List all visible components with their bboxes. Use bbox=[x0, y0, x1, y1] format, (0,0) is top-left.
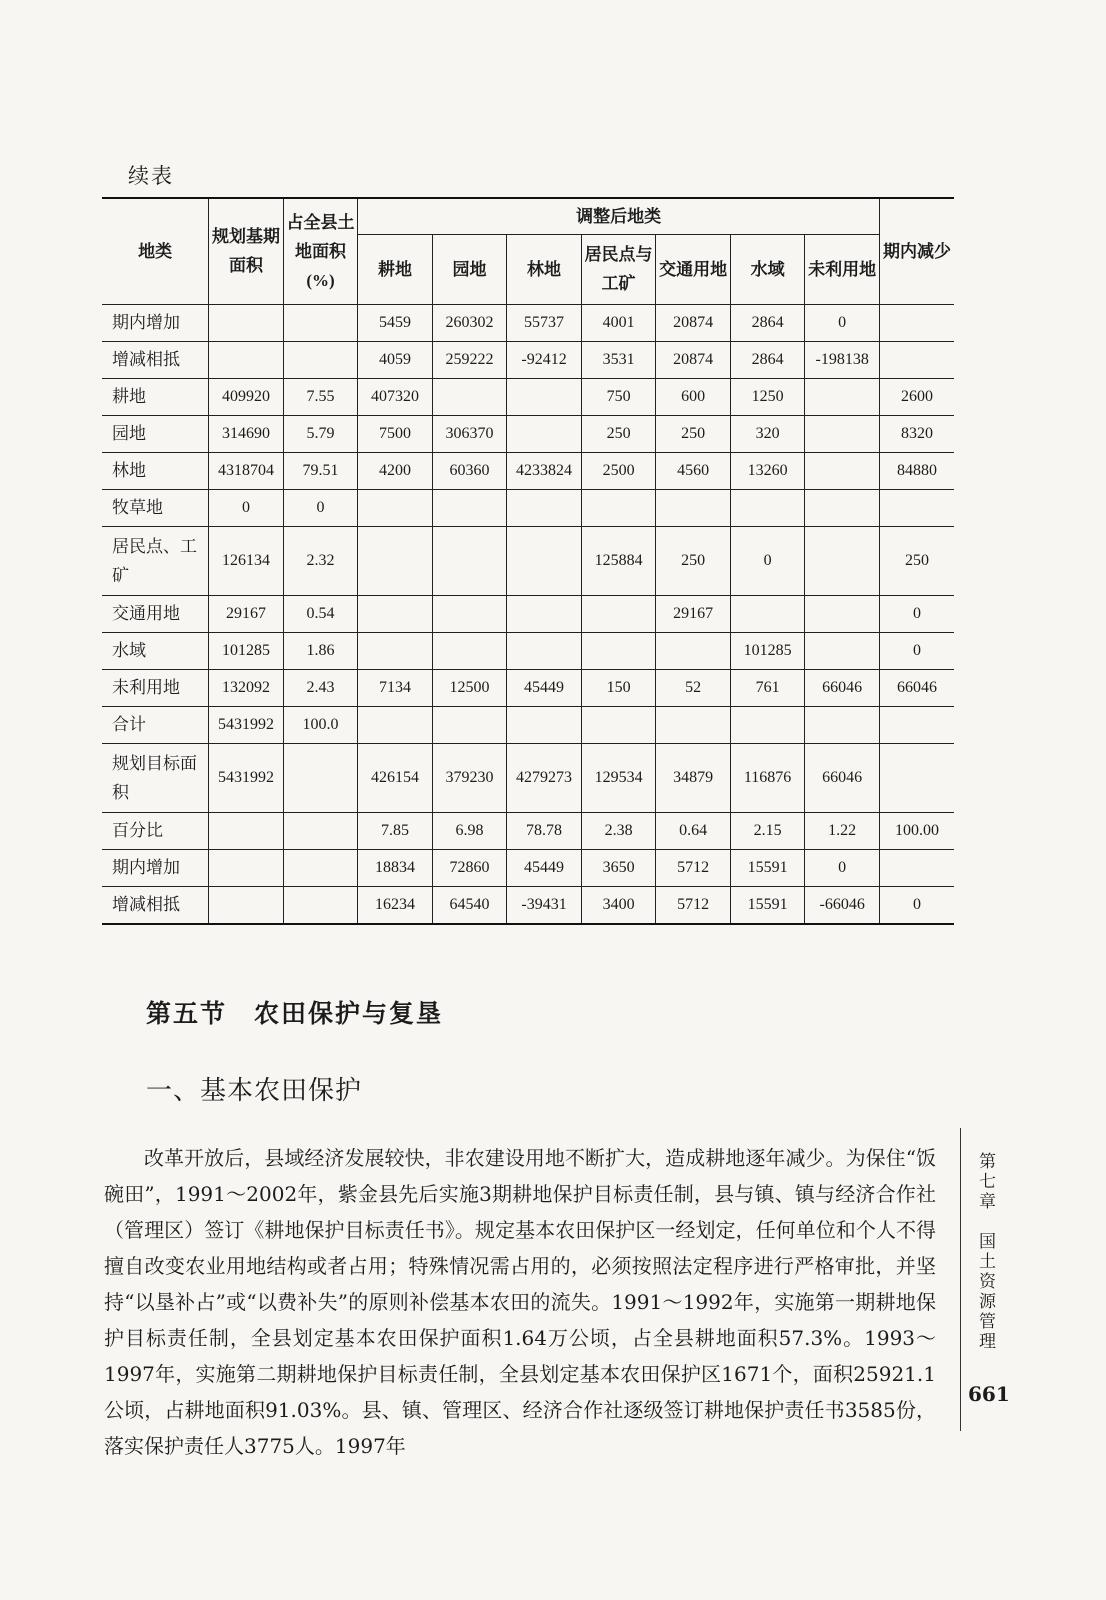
table-row bbox=[102, 849, 954, 886]
table-cell bbox=[805, 595, 880, 632]
table-cell bbox=[581, 632, 656, 669]
table-cell: 2.32 bbox=[283, 526, 358, 595]
table-cell bbox=[432, 706, 507, 743]
table-cell: 20874 bbox=[656, 304, 731, 341]
table-cell: 2600 bbox=[879, 378, 954, 415]
table-cell bbox=[805, 415, 880, 452]
table-cell: 125884 bbox=[581, 526, 656, 595]
table-cell bbox=[358, 526, 433, 595]
row-label-cell: 期内增加 bbox=[102, 849, 209, 886]
table-row bbox=[102, 669, 954, 706]
table-cell: 1250 bbox=[730, 378, 805, 415]
table-cell: 72860 bbox=[432, 849, 507, 886]
table-row bbox=[102, 595, 954, 632]
table-cell: 15591 bbox=[730, 849, 805, 886]
land-use-table-container bbox=[102, 197, 954, 925]
table-cell bbox=[283, 341, 358, 378]
chapter-side-title: 第七章 国土资源管理 bbox=[975, 1152, 995, 1352]
table-cell bbox=[879, 849, 954, 886]
table-cell bbox=[581, 595, 656, 632]
header-adjusted-col: 林地 bbox=[507, 234, 582, 304]
table-cell bbox=[209, 886, 284, 924]
table-cell: -198138 bbox=[805, 341, 880, 378]
table-cell bbox=[507, 595, 582, 632]
table-cell bbox=[805, 452, 880, 489]
table-row bbox=[102, 341, 954, 378]
table-cell: 5712 bbox=[656, 886, 731, 924]
table-cell: 2500 bbox=[581, 452, 656, 489]
table-cell: 0 bbox=[879, 886, 954, 924]
row-label-cell: 增减相抵 bbox=[102, 886, 209, 924]
table-cell: 2864 bbox=[730, 304, 805, 341]
row-label-cell: 增减相抵 bbox=[102, 341, 209, 378]
table-cell bbox=[507, 706, 582, 743]
table-cell bbox=[432, 526, 507, 595]
continued-table-label: 续表 bbox=[128, 164, 174, 188]
table-cell: 0 bbox=[879, 595, 954, 632]
table-cell: 4233824 bbox=[507, 452, 582, 489]
table-cell bbox=[805, 526, 880, 595]
table-cell: 426154 bbox=[358, 743, 433, 812]
table-row bbox=[102, 415, 954, 452]
row-label-cell: 交通用地 bbox=[102, 595, 209, 632]
table-cell: -39431 bbox=[507, 886, 582, 924]
table-cell bbox=[581, 489, 656, 526]
table-cell: 15591 bbox=[730, 886, 805, 924]
table-cell: 8320 bbox=[879, 415, 954, 452]
table-row bbox=[102, 452, 954, 489]
table-row bbox=[102, 489, 954, 526]
table-cell: 7500 bbox=[358, 415, 433, 452]
table-cell bbox=[805, 706, 880, 743]
table-cell: 45449 bbox=[507, 669, 582, 706]
margin-divider bbox=[960, 1128, 961, 1431]
table-cell: 13260 bbox=[730, 452, 805, 489]
table-cell bbox=[432, 378, 507, 415]
table-cell bbox=[283, 886, 358, 924]
table-cell bbox=[656, 489, 731, 526]
header-land-type: 地类 bbox=[102, 198, 209, 304]
table-row bbox=[102, 706, 954, 743]
table-cell: 5459 bbox=[358, 304, 433, 341]
body-paragraph-block bbox=[104, 1140, 936, 1464]
table-cell: 4560 bbox=[656, 452, 731, 489]
table-cell bbox=[730, 489, 805, 526]
table-cell: 750 bbox=[581, 378, 656, 415]
table-cell: 29167 bbox=[656, 595, 731, 632]
table-cell: 7.55 bbox=[283, 378, 358, 415]
table-cell: 78.78 bbox=[507, 812, 582, 849]
page-number: 661 bbox=[968, 1382, 1010, 1406]
row-label-cell: 合计 bbox=[102, 706, 209, 743]
table-row bbox=[102, 812, 954, 849]
table-cell: 64540 bbox=[432, 886, 507, 924]
table-cell: 29167 bbox=[209, 595, 284, 632]
table-cell: 5.79 bbox=[283, 415, 358, 452]
table-row bbox=[102, 304, 954, 341]
table-cell bbox=[879, 706, 954, 743]
table-cell: 34879 bbox=[656, 743, 731, 812]
table-cell: 45449 bbox=[507, 849, 582, 886]
table-cell bbox=[507, 632, 582, 669]
table-cell: 250 bbox=[656, 415, 731, 452]
table-cell: 250 bbox=[879, 526, 954, 595]
row-label-cell: 规划目标面积 bbox=[102, 743, 209, 812]
table-cell bbox=[209, 341, 284, 378]
table-cell: 4279273 bbox=[507, 743, 582, 812]
table-cell bbox=[358, 632, 433, 669]
table-cell bbox=[358, 489, 433, 526]
table-cell bbox=[730, 706, 805, 743]
table-cell: 0.64 bbox=[656, 812, 731, 849]
table-cell bbox=[656, 632, 731, 669]
table-cell: 409920 bbox=[209, 378, 284, 415]
row-label-cell: 居民点、工矿 bbox=[102, 526, 209, 595]
table-cell bbox=[209, 812, 284, 849]
table-cell: 0 bbox=[805, 304, 880, 341]
table-cell: 55737 bbox=[507, 304, 582, 341]
table-cell bbox=[805, 489, 880, 526]
table-cell: 0.54 bbox=[283, 595, 358, 632]
table-cell: 12500 bbox=[432, 669, 507, 706]
subsection-title: 一、基本农田保护 bbox=[146, 1076, 363, 1106]
table-cell: 116876 bbox=[730, 743, 805, 812]
row-label-cell: 百分比 bbox=[102, 812, 209, 849]
section-title: 第五节 农田保护与复垦 bbox=[146, 999, 444, 1028]
table-cell bbox=[283, 812, 358, 849]
table-cell: 2.15 bbox=[730, 812, 805, 849]
table-cell: 0 bbox=[730, 526, 805, 595]
table-cell bbox=[283, 743, 358, 812]
table-cell: 4318704 bbox=[209, 452, 284, 489]
table-cell: 761 bbox=[730, 669, 805, 706]
table-cell bbox=[730, 595, 805, 632]
table-cell bbox=[358, 595, 433, 632]
table-cell: -92412 bbox=[507, 341, 582, 378]
table-body bbox=[102, 304, 954, 924]
table-cell: 0 bbox=[209, 489, 284, 526]
table-cell: 150 bbox=[581, 669, 656, 706]
table-cell: 18834 bbox=[358, 849, 433, 886]
table-cell: 250 bbox=[656, 526, 731, 595]
table-cell bbox=[432, 632, 507, 669]
table-cell: 52 bbox=[656, 669, 731, 706]
table-cell: 2.38 bbox=[581, 812, 656, 849]
table-row bbox=[102, 886, 954, 924]
table-cell: 129534 bbox=[581, 743, 656, 812]
table-cell bbox=[507, 526, 582, 595]
table-cell bbox=[805, 632, 880, 669]
header-adjusted-col: 园地 bbox=[432, 234, 507, 304]
table-cell bbox=[283, 849, 358, 886]
table-cell bbox=[209, 849, 284, 886]
table-cell: 0 bbox=[879, 632, 954, 669]
table-cell: 16234 bbox=[358, 886, 433, 924]
table-cell: 1.86 bbox=[283, 632, 358, 669]
table-row bbox=[102, 378, 954, 415]
row-label-cell: 牧草地 bbox=[102, 489, 209, 526]
table-cell: 250 bbox=[581, 415, 656, 452]
table-cell bbox=[507, 378, 582, 415]
header-adjusted-col: 交通用地 bbox=[656, 234, 731, 304]
table-cell bbox=[879, 304, 954, 341]
table-row bbox=[102, 632, 954, 669]
header-plan-base-area: 规划基期面积 bbox=[209, 198, 284, 304]
row-label-cell: 园地 bbox=[102, 415, 209, 452]
table-cell: 0 bbox=[283, 489, 358, 526]
table-cell: 379230 bbox=[432, 743, 507, 812]
body-paragraph: 改革开放后，县域经济发展较快，非农建设用地不断扩大，造成耕地逐年减少。为保住“饭碗田”，1991～2002年，紫金县先后实施3期耕地保护目标责任制，县与镇、镇与经济合作社（管理区）签订《耕地保护目标责任书》。规定基本农田保护区一经划定，任何单位和个人不得擅自改变农业用地结构或者占用；特殊情况需占用的，必须按照法定程序进行严格审批，并坚持“以垦补占”或“以费补失”的原则补偿基本农田的流失。1991～1992年，实施第一期耕地保护目标责任制，全县划定基本农田保护面积1.64万公顷，占全县耕地面积57.3%。1993～1997年，实施第二期耕地保护目标责任制，全县划定基本农田保护区1671个，面积25921.1公顷，占耕地面积91.03%。县、镇、管理区、经济合作社逐级签订耕地保护责任书3585份，落实保护责任人3775人。1997年 bbox=[104, 1146, 936, 1458]
table-cell: 0 bbox=[805, 849, 880, 886]
header-period-decrease: 期内减少 bbox=[879, 198, 954, 304]
table-cell: 4001 bbox=[581, 304, 656, 341]
row-label-cell: 林地 bbox=[102, 452, 209, 489]
land-use-adjustment-table bbox=[102, 197, 954, 925]
table-row bbox=[102, 743, 954, 812]
header-adjusted-col: 耕地 bbox=[358, 234, 433, 304]
table-cell: 66046 bbox=[805, 743, 880, 812]
table-cell bbox=[209, 304, 284, 341]
table-cell: 66046 bbox=[879, 669, 954, 706]
table-cell bbox=[879, 489, 954, 526]
table-cell: 101285 bbox=[730, 632, 805, 669]
table-cell: 2.43 bbox=[283, 669, 358, 706]
table-cell: 79.51 bbox=[283, 452, 358, 489]
table-cell: 66046 bbox=[805, 669, 880, 706]
table-cell: 5431992 bbox=[209, 743, 284, 812]
table-cell bbox=[507, 489, 582, 526]
table-cell: 314690 bbox=[209, 415, 284, 452]
table-cell: 101285 bbox=[209, 632, 284, 669]
table-cell: 7134 bbox=[358, 669, 433, 706]
table-cell: 132092 bbox=[209, 669, 284, 706]
table-cell bbox=[432, 489, 507, 526]
table-cell: 84880 bbox=[879, 452, 954, 489]
table-cell: 5712 bbox=[656, 849, 731, 886]
table-cell: 407320 bbox=[358, 378, 433, 415]
table-cell: 100.0 bbox=[283, 706, 358, 743]
table-cell: 259222 bbox=[432, 341, 507, 378]
table-cell bbox=[507, 415, 582, 452]
table-cell: 2864 bbox=[730, 341, 805, 378]
header-adjusted-group: 调整后地类 bbox=[358, 198, 880, 234]
table-cell bbox=[656, 706, 731, 743]
table-cell bbox=[879, 743, 954, 812]
table-cell: 306370 bbox=[432, 415, 507, 452]
table-cell: 4200 bbox=[358, 452, 433, 489]
table-cell bbox=[581, 706, 656, 743]
header-adjusted-col: 未利用地 bbox=[805, 234, 880, 304]
table-cell bbox=[879, 341, 954, 378]
table-cell: 7.85 bbox=[358, 812, 433, 849]
table-cell: 126134 bbox=[209, 526, 284, 595]
header-pct-of-county: 占全县土地面积(%) bbox=[283, 198, 358, 304]
table-cell: -66046 bbox=[805, 886, 880, 924]
table-cell: 3400 bbox=[581, 886, 656, 924]
table-cell bbox=[283, 304, 358, 341]
table-cell bbox=[432, 595, 507, 632]
table-cell: 20874 bbox=[656, 341, 731, 378]
table-cell: 100.00 bbox=[879, 812, 954, 849]
table-cell: 3531 bbox=[581, 341, 656, 378]
table-cell bbox=[805, 378, 880, 415]
header-adjusted-col: 水域 bbox=[730, 234, 805, 304]
table-cell: 320 bbox=[730, 415, 805, 452]
table-row bbox=[102, 526, 954, 595]
table-cell: 1.22 bbox=[805, 812, 880, 849]
table-cell: 5431992 bbox=[209, 706, 284, 743]
row-label-cell: 水域 bbox=[102, 632, 209, 669]
row-label-cell: 期内增加 bbox=[102, 304, 209, 341]
table-cell: 4059 bbox=[358, 341, 433, 378]
table-cell: 6.98 bbox=[432, 812, 507, 849]
row-label-cell: 耕地 bbox=[102, 378, 209, 415]
header-adjusted-col: 居民点与工矿 bbox=[581, 234, 656, 304]
table-cell: 3650 bbox=[581, 849, 656, 886]
table-cell: 60360 bbox=[432, 452, 507, 489]
row-label-cell: 未利用地 bbox=[102, 669, 209, 706]
table-cell: 600 bbox=[656, 378, 731, 415]
table-cell bbox=[358, 706, 433, 743]
table-cell: 260302 bbox=[432, 304, 507, 341]
